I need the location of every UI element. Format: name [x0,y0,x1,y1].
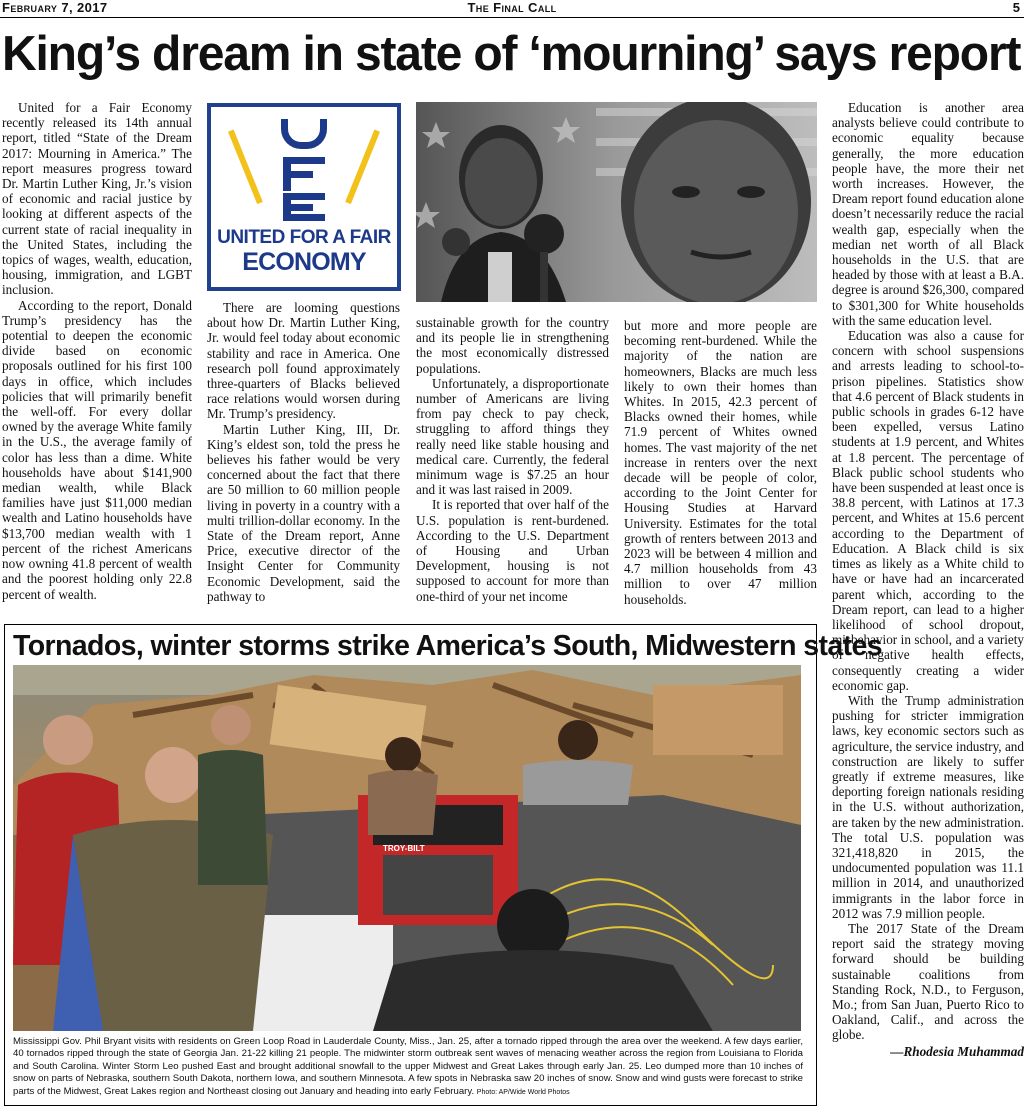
caption-text: Mississippi Gov. Phil Bryant visits with residents on Green Loop Road in Lauderdale County, Miss., Jan. 25, after a tornado ripped through the area over the weekend. A few days earlier, 40 tornados ripped through the state of Georgia Jan. 21-22 killing 21 people. The midwinter storm outbreak sent waves of menacing weather across the region from Louisiana to Florida and South Carolina. Winter Storm Leo pushed East and brought additional snowfall to the upper Midwest and Great Lakes through early Jan. 25. Leo dumped more than 10 inches of snow on parts of Nebraska, southern South Dakota, northern Iowa, and southern Minnesota. A few spots in Nebraska saw 20 inches of snow. Snow and wind gusts were forecast to strike parts of the Midwest, Great Lakes region and Northeast closing out January and heading into early February. [13,1036,803,1097]
tornado-inset [4,624,883,1106]
paragraph: Education was also a cause for concern with school suspensions and arrests leading to school-to-prison pipelines. Statistics show that 4.6 percent of Black students in public schools in grades 6-12 have been expelled, versus Latino students at 1.9 percent, and Whites at 1.8 percent. The percentage of Black public school students who have been suspended at least once is 38.8 percent, with Latinos at 17.3 percent, and Whites at 15.6 percent according to the Department of Education. A Black child is six times as likely as a White child to have or have had an incarcerated parent which, according to the Dream report, can lead to a higher likelihood of school dropout, misbehavior in school, and a variety of negative health effects, consequently creating a wider economic gap. [832,328,1024,693]
photo-caption [13,1036,803,1099]
article-column-2 [207,300,400,612]
running-header [0,0,1024,18]
logo-ray-left [228,130,263,205]
article-column-4 [624,318,817,612]
paragraph: United for a Fair Economy recently released its 14th annual report, titled “State of the Dream 2017: Mourning in America.” The report measures progress toward Dr. Martin Luther King, Jr.’s vision of economic and racial justice by looking at different aspects of the current state of racial inequality in the United States, including the topics of wages, wealth, education, housing, immigration, and LGBT inclusion. [2,100,192,298]
article-column-3 [416,315,609,612]
logo-ray-right [345,130,380,205]
logo-text-line1: UNITED FOR A FAIR [217,227,391,248]
paragraph: There are looming questions about how Dr. Martin Luther King, Jr. would feel today about economic stability and race in America. One research poll found approximately three-quarters of Blacks believed race relations would worsen during Mr. Trump’s presidency. [207,300,400,422]
page-number: 5 [1012,0,1020,15]
mlk-photo [416,102,817,302]
main-headline: King’s dream in state of ‘mourning’ says report [2,27,1021,81]
logo-text-line2: ECONOMY [242,248,366,276]
issue-date: February 7, 2017 [2,0,108,15]
paragraph: According to the report, Donald Trump’s presidency has the potential to deepen the economic divide based on economic proposals outlined for his first 100 days in office, which includes policies that will primarily benefit the well-off. For every dollar owned by the average White family in the U.S., the average family of color has less than a dime. White households have about $141,900 median wealth, while Black families have just $11,000 median wealth and Latino households have $13,700 median wealth with 1 percent of the richest Americans now owning 41.8 percent of wealth and the poorest holding only 22.8 percent of wealth. [2,297,192,602]
paragraph: The 2017 State of the Dream report said the strategy moving forward should be building sustainable coalitions from Standing Rock, N.D., to Ferguson, Mo.; from San Juan, Puerto Rico to Oakland, Calif., and across the globe. [832,920,1024,1043]
paragraph: but more and more people are becoming rent-burdened. While the majority of the nation are homeowners, Blacks are much less likely to own their homes than Whites. In 2015, 42.3 percent of Blacks owned their homes, while 71.9 percent of Whites owned homes. The vast majority of the net increase in renters over the next decade will be people of color, according to the Joint Center for Housing Studies at Harvard University. Estimates for the total growth of renters between 2013 and 2023 will be between 4 million and 4.7 million households from 43 million to over 47 million households. [624,318,817,607]
article-column-1 [2,100,192,610]
paragraph: Education is another area analysts believe could contribute to economic equality because generally, the more education people have, the more their net worth increases. However, the Dream report found education alone doesn’t necessarily reduce the racial wealth gap, especially when the median net worth of all Black households in the U.S. that are headed by those with at least a B.A. degree is around $26,300, compared to $301,300 for White households with the same education level. [832,100,1024,328]
logo-letter-e [283,193,325,223]
paragraph: sustainable growth for the country and its people lie in strengthening the most economically distressed populations. [416,315,609,376]
inset-headline: Tornados, winter storms strike America’s South, Midwestern states [13,630,883,662]
generator-brand-label: TROY-BILT [383,844,425,853]
logo-letter-u [281,119,327,149]
paragraph: Unfortunately, a disproportionate number of Americans are living from pay check to pay check, struggling to afford things they really need like stable housing and medical care. Currently, the federal minimum wage is $7.25 an hour and it was last raised in 2009. [416,375,609,498]
ufe-logo [207,103,401,291]
article-column-5 [832,100,1024,1100]
tornado-photo-graphic [13,665,801,1031]
logo-letter-f [283,157,325,193]
paper-name: The Final Call [467,0,557,15]
photo-credit: Photo: AP/Wide World Photos [476,1088,570,1096]
paragraph: Martin Luther King, III, Dr. King’s eldest son, told the press he believes his father would be very concerned about the fact that there are 50 million to 60 million people living in poverty in a country with a multi trillion-dollar economy. In the State of the Dream report, Anne Price, executive director of the Insight Center for Community Economic Development, said the pathway to [207,421,400,604]
paragraph: It is reported that over half of the U.S. population is rent-burdened. According to the U.S. Department of Housing and Urban Development, housing is not supposed to account for more than one-third of your net income [416,497,609,604]
tornado-photo [13,665,801,1031]
paragraph: With the Trump administration pushing for stricter immigration laws, key economic sectors such as agriculture, the service industry, and construction are likely to suffer greatly if extreme measures, like deporting foreign nationals residing in the U.S. without authorization, are taken by the new administration. The total U.S. population was 321,418,820 in 2015, the undocumented population was 11.1 million in 2014, and unauthorized immigrants in the labor force in 2012 was 7.9 million people. [832,692,1024,921]
mlk-photo-graphic [416,102,817,302]
byline: —Rhodesia Muhammad [890,1043,1024,1059]
